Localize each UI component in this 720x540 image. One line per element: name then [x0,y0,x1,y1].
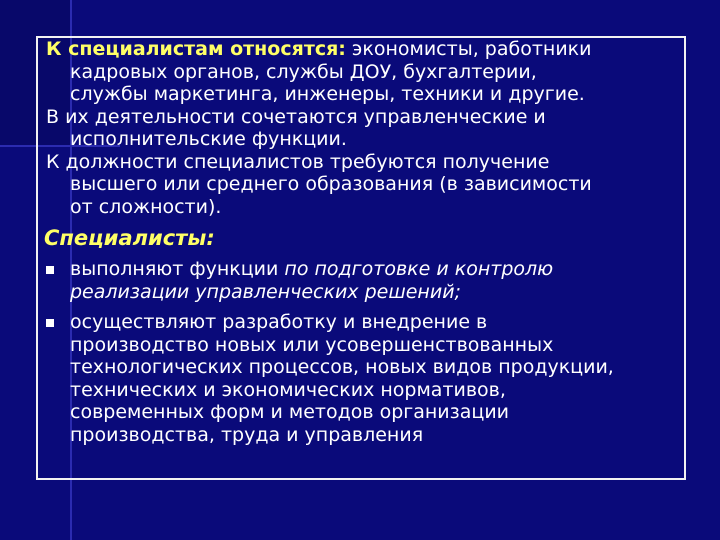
square-bullet-icon [46,266,54,274]
paragraph-text: службы маркетинга, инженеры, техники и другие. [70,83,585,105]
paragraph-text: кадровых органов, службы ДОУ, бухгалтерии, [70,60,537,83]
paragraph-specialists-list [46,38,686,106]
bullet-item [46,258,686,303]
square-bullet-icon [46,319,54,327]
bullet-text: технологических процессов, новых видов продукции, [70,356,614,378]
bullet-text-italic: по подготовке и контролю [284,258,554,280]
bullet-text: производства, труда и управления [70,423,424,446]
paragraph-text: от сложности). [70,195,222,218]
section-heading: Специалисты: [44,226,215,250]
paragraph-activity [46,106,686,151]
bullet-text: осуществляют разработку и внедрение в [70,311,488,333]
paragraph-text: К должности специалистов требуются получение [46,150,550,173]
bullet-text-italic: реализации управленческих решений; [70,280,461,303]
slide-content [46,38,686,454]
paragraph-text: В их деятельности сочетаются управленческие и [46,105,546,128]
bullet-text: производство новых или усовершенствованных [70,333,554,356]
bullet-text: выполняют функции [70,258,285,280]
paragraph-education [46,151,686,219]
lead-phrase: К специалистам относятся: [46,38,346,60]
bullet-item [46,311,686,446]
paragraph-text: высшего или среднего образования (в зависимости [70,173,592,195]
bullet-text: технических и экономических нормативов, [70,378,506,401]
paragraph-text: исполнительские функции. [70,128,347,150]
bullet-text: современных форм и методов организации [70,401,510,423]
paragraph-text: экономисты, работники [345,38,592,60]
